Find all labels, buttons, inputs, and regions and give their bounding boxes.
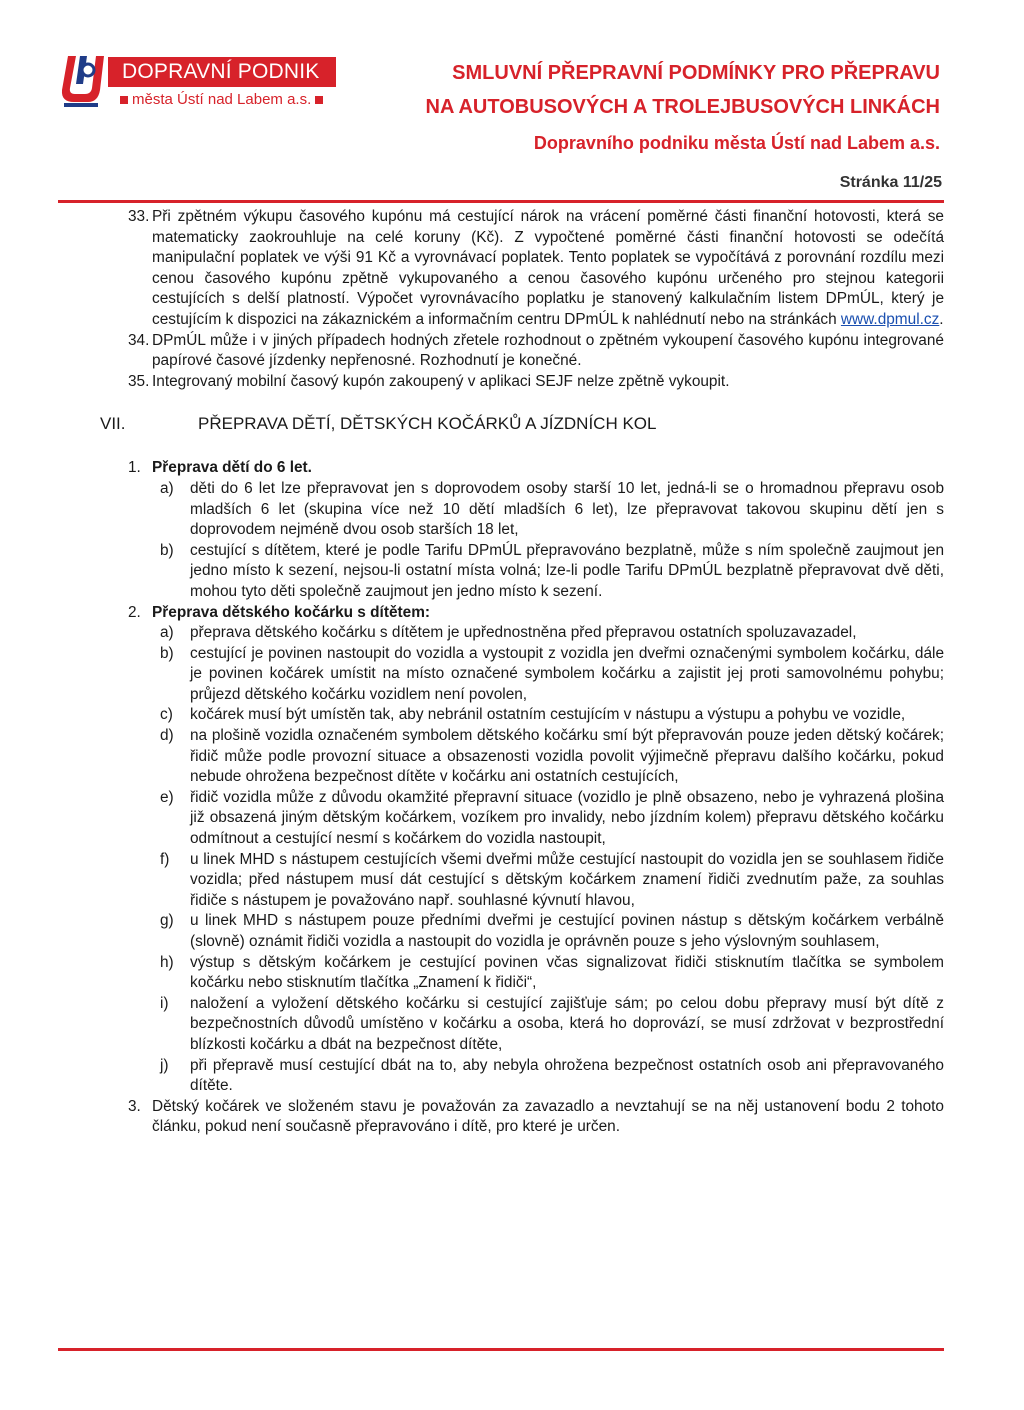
subitem-text: přeprava dětského kočárku s dítětem je upřednostněna před přepravou ostatních spoluzavazadel, [190, 624, 857, 642]
subitem [160, 953, 944, 994]
subitem-letter: e) [160, 788, 174, 806]
subitem-text: řidič vozidla může z důvodu okamžité přepravní situace (vozidlo je plně obsazeno, nebo je vyhrazená plošina již obsazená jiným dětským kočárkem, vozíkem pro invalidy, nebo jízdním kolem) přepravu dětského kočárku odmítnout a cestující nesmí s kočárkem do vozidla nastoupit, [190, 788, 944, 848]
item-number: 3. [128, 1097, 141, 1115]
subitem-letter: d) [160, 727, 174, 745]
subitem-text: kočárek musí být umístěn tak, aby nebránil ostatním cestujícím v nástupu a výstupu a pohybu ve vozidle, [190, 706, 906, 724]
subitem [160, 726, 944, 788]
page-number: Stránka 11/25 [839, 174, 942, 191]
subitem-text: děti do 6 let lze přepravovat jen s doprovodem osoby starší 10 let, jedná-li se o hromadnou přepravu osob mladších 6 let (skupina více než 10 dětí mladších 6 let), lze přepravovat takovou skupinu dětí jen s doprovodem nejméně dvou osob starších 18 let, [190, 479, 944, 539]
dpmul-website-link[interactable]: www.dpmul.cz [840, 310, 940, 328]
subitem-text: naložení a vyložení dětského kočárku si cestující zajišťuje sám; po celou dobu přepravy musí být dítě z bezpečnostních důvodů umístěno v kočárku a osoba, která ho doprovází, se musí zdržovat v bezprostřední blízkosti kočárku a dbát na bezpečnost dítěte, [190, 994, 944, 1053]
paragraph-number: 33. [128, 208, 150, 225]
header-divider [58, 200, 944, 203]
paragraph-text: Integrovaný mobilní časový kupón zakoupený v aplikaci SEJF nelze zpětně vykoupit. [152, 372, 730, 390]
subitem-text: u linek MHD s nástupem cestujících všemi dveřmi může cestující nastoupit do vozidla jen se souhlasem řidiče vozidla; před nástupem musí dát cestující s dětským kočárkem znamení řidiči zvednutím paže, za souhlas řidiče s nástupem je považováno např. souhlasné kývnutí hlavou, [190, 850, 944, 909]
subitem-text: na plošině vozidla označeném symbolem dětského kočárku smí být přepravován pouze jeden dětský kočárek; řidič může podle provozní situace a obsazenosti vozidla povolit výjimečně přepravu dalšího kočárku, pokud nebude ohrožena bezpečnost dítěte v kočárku ani ostatních cestujících, [190, 727, 944, 786]
item-3 [104, 1097, 944, 1138]
item-2 [104, 603, 944, 1097]
paragraph-text: Při zpětném výkupu časového kupónu má cestující nárok na vrácení poměrné části finanční hotovosti, která se matematicky zaokrouhluje na celé koruny (Kč). Z vypočtené poměrné části finanční hotovosti se odečítá manipulační poplatek ve výši 91 Kč a vyrovnávací poplatek. Tento poplatek se vypočítává z porovnání rozdílu mezi cenou časového kupónu zpětně vykupovaného a cenou časového kupónu určeného pro stejnou kategorii cestujících s delší platností. Výpočet vyrovnávacího poplatku je stanovený kalkulačním listem DPmÚL, který je cestujícím k dispozici na zákaznickém a informačním centru DPmÚL k nahlédnutí nebo na stránkách [152, 208, 944, 328]
subitem [160, 850, 944, 912]
subitem-text: při přepravě musí cestující dbát na to, aby nebyla ohrožena bezpečnost ostatních osob ani přepravovaného dítěte. [190, 1056, 944, 1095]
subitem-text: výstup s dětským kočárkem je cestující povinen včas signalizovat řidiči stisknutím tlačítka se symbolem kočárku nebo stisknutím tlačítka „Znamení k řidiči“, [190, 953, 944, 992]
section-title: PŘEPRAVA DĚTÍ, DĚTSKÝCH KOČÁRKŮ A JÍZDNÍCH KOL [198, 414, 657, 434]
paragraph-35 [104, 372, 944, 393]
company-logo [58, 50, 348, 114]
logo-subtitle: města Ústí nad Labem a.s. [116, 91, 327, 108]
document-title-line3: Dopravního podniku města Ústí nad Labem a.s. [533, 133, 940, 153]
subitem [160, 788, 944, 850]
section-number: VII. [100, 414, 126, 434]
document-title-line1: SMLUVNÍ PŘEPRAVNÍ PODMÍNKY PRO PŘEPRAVU [452, 62, 940, 84]
paragraph-number: 35. [128, 372, 150, 390]
paragraph-number: 34. [128, 331, 150, 349]
paragraph-34 [104, 331, 944, 372]
subitem-letter: h) [160, 953, 174, 971]
subitem-letter: a) [160, 479, 174, 497]
subitem [160, 541, 944, 603]
item-heading: Přeprava dětského kočárku s dítětem: [152, 603, 431, 621]
item-number: 1. [128, 459, 141, 477]
document-body [100, 207, 944, 1138]
subitem [160, 479, 944, 541]
item-number: 2. [128, 603, 141, 621]
subitem [160, 1056, 944, 1097]
subitem [160, 705, 944, 726]
subitem [160, 623, 944, 644]
subitem [160, 644, 944, 706]
subitem-letter: f) [160, 850, 170, 868]
paragraph-33: 33. Při zpětném výkupu časového kupónu má cestující nárok na vrácení poměrné části finanční hotovosti, která se matematicky zaokrouhluje na celé koruny (Kč). Z vypočtené poměrné části finanční hotovosti se odečítá manipulační poplatek ve výši 91 Kč a vyrovnávací poplatek. Tento poplatek se vypočítává z porovnání rozdílu mezi cenou časového kupónu zpětně vykupovaného a cenou časového kupónu určeného pro stejnou kategorii cestujících s delší platností. Výpočet vyrovnávacího poplatku je stanovený kalkulačním listem DPmÚL, který je cestujícím k dispozici na zákaznickém a informačním centru DPmÚL k nahlédnutí nebo na stránkách www.dpmul.cz. [128, 208, 944, 328]
subitem-letter: b) [160, 644, 174, 662]
subitem [160, 911, 944, 952]
item-heading: Přeprava dětí do 6 let. [152, 459, 312, 477]
subitem-letter: a) [160, 624, 174, 642]
subitem [160, 994, 944, 1056]
subitem-letter: j) [160, 1056, 169, 1074]
section-heading [100, 414, 944, 436]
paragraph-text: DPmÚL může i v jiných případech hodných zřetele rozhodnout o zpětném vykoupení časového kupónu integrované papírové časové jízdenky nepřenosné. Rozhodnutí je konečné. [152, 331, 944, 370]
subitem-text: cestující s dítětem, které je podle Tarifu DPmÚL přepravováno bezplatně, může s ním společně zaujmout jen jedno místo k sezení, nejsou-li ostatní místa volná; lze-li podle Tarifu DPmÚL bezplatně přepravovat dvě děti, mohou tyto děti společně zaujmout jen jedno místo k sezení. [190, 541, 944, 600]
footer-divider [58, 1348, 944, 1351]
subitem-letter: i) [160, 994, 169, 1012]
subitem-letter: c) [160, 706, 173, 724]
document-title-line2: NA AUTOBUSOVÝCH A TROLEJBUSOVÝCH LINKÁCH [425, 96, 940, 118]
subitem-letter: g) [160, 912, 174, 930]
subitem-text: cestující je povinen nastoupit do vozidla a vystoupit z vozidla jen dveřmi označenými symbolem kočárku, dále je povinen kočárek umístit na místo označené symbolem kočárku a zajistit jej proti samovolnému pohybu; průjezd dětského kočárku vozidlem není povolen, [190, 644, 944, 703]
item-text: Dětský kočárek ve složeném stavu je považován za zavazadlo a nevztahují se na něj ustanovení bodu 2 tohoto článku, pokud není současně přepravováno i dítě, pro které je určen. [152, 1097, 944, 1136]
subitem-text: u linek MHD s nástupem pouze předními dveřmi je cestující povinen nástup s dětským kočárkem verbálně (slovně) oznámit řidiči vozidla a nastoupit do vozidla je oprávněn pouze s jeho výslovným souhlasem, [190, 912, 944, 950]
subitem-letter: b) [160, 541, 174, 559]
logo-name: DOPRAVNÍ PODNIK [108, 57, 336, 87]
item-1 [104, 458, 944, 602]
dpmul-logo-icon [58, 50, 106, 110]
